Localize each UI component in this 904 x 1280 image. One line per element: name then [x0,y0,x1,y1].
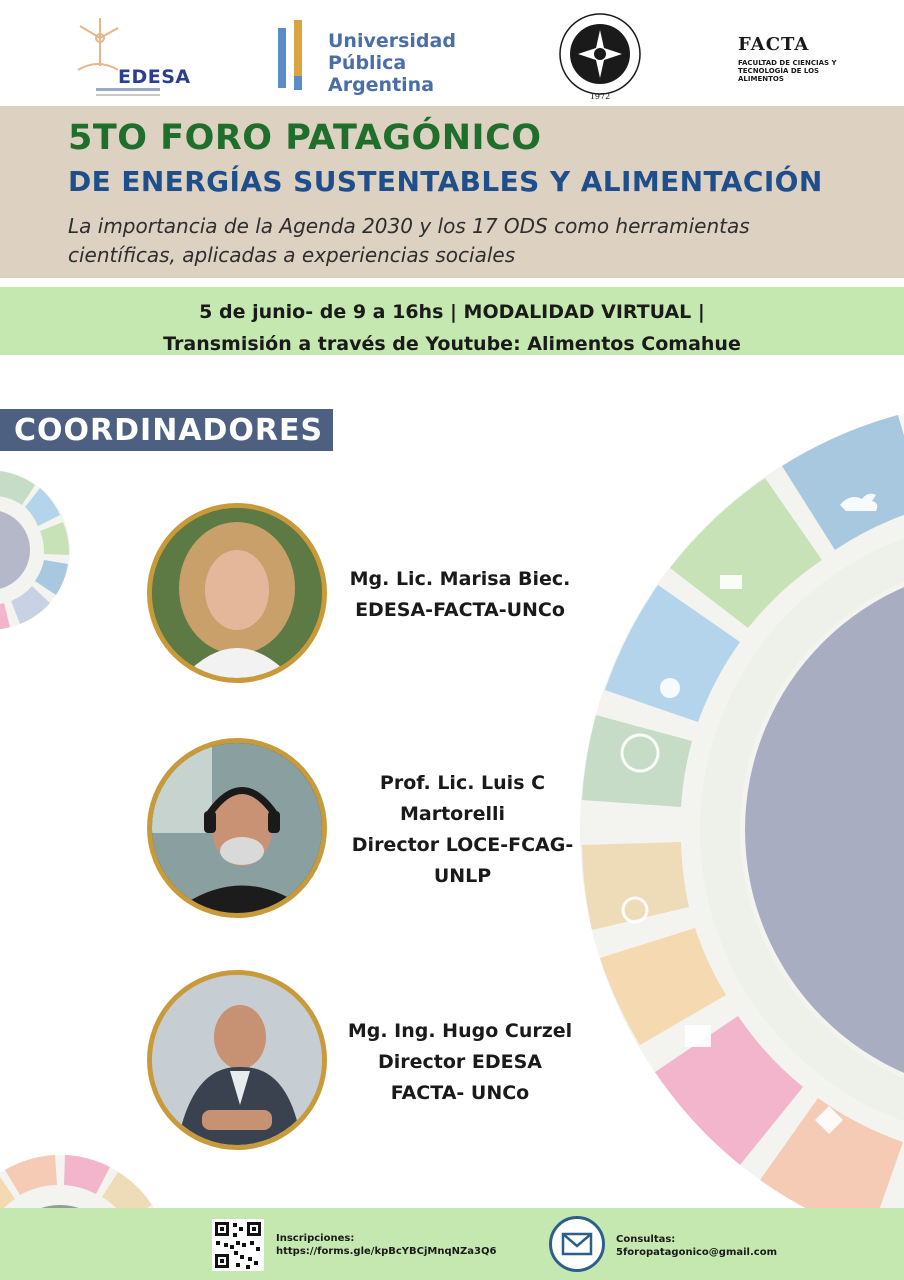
speaker-portrait [152,743,322,913]
speaker-photo [147,970,327,1150]
unc-year: 1972 [589,92,611,100]
speaker-line: Director EDESA [377,1051,543,1073]
speaker-line: EDESA-FACTA-UNCo [355,599,565,621]
upa-logo-line: Universidad [328,30,456,52]
footer-inscripciones [276,1232,496,1258]
speaker-line: UNLP [433,865,492,887]
speaker-info [340,1016,580,1109]
edesa-logo-text: EDESA [118,66,191,88]
event-subtitle-line: La importancia de la Agenda 2030 y los 17 ODS como herramientas [68,214,750,238]
qr-code-icon[interactable] [212,1219,264,1271]
inscripciones-link[interactable]: https://forms.gle/kpBcYBCjMnqNZa3Q6 [276,1246,497,1257]
speaker-info [340,768,585,892]
facta-logo [738,34,868,83]
speaker-line: Martorelli [399,803,506,825]
speaker-portrait [152,508,322,678]
facta-logo-title: FACTA [738,34,810,55]
event-subtitle [68,212,868,270]
event-schedule-line: Transmisión a través de Youtube: Alimentos Comahue [163,333,741,355]
inscripciones-label: Inscripciones: [276,1233,355,1244]
upa-logo-line: Argentina [328,74,435,96]
upa-logo-mark [276,18,316,96]
consultas-label: Consultas: [616,1234,676,1245]
speaker-info [340,564,580,626]
event-schedule-line: 5 de junio- de 9 a 16hs | MODALIDAD VIRTUAL | [199,301,705,323]
speaker-line: FACTA- UNCo [390,1082,530,1104]
consultas-email[interactable]: 5foropatagonico@gmail.com [616,1247,777,1258]
upa-logo-line: Pública [328,52,407,74]
speaker-portrait [152,975,322,1145]
speaker-line: Director LOCE-FCAG- [351,834,574,856]
upa-logo-text [328,30,456,96]
event-title-line2: DE ENERGÍAS SUSTENTABLES Y ALIMENTACIÓN [68,165,823,198]
section-label: COORDINADORES [14,413,324,448]
sdg-wheel-right [580,400,904,1260]
unc-seal-logo [556,10,644,100]
speaker-photo [147,738,327,918]
envelope-icon [552,1219,602,1269]
speaker-line: Prof. Lic. Luis C [379,772,546,794]
event-schedule [0,296,904,360]
event-title-line1: 5TO FORO PATAGÓNICO [68,118,542,158]
facta-logo-subtitle: FACULTAD DE CIENCIAS Y TECNOLOGÍA DE LOS ALIMENTOS [738,59,837,83]
speaker-photo [147,503,327,683]
mail-icon[interactable] [549,1216,605,1272]
speaker-line: Mg. Ing. Hugo Curzel [347,1020,573,1042]
speaker-line: Mg. Lic. Marisa Biec. [349,568,571,590]
event-subtitle-line: científicas, aplicadas a experiencias sociales [68,243,516,267]
footer-consultas [616,1233,777,1259]
sdg-wheel-left [0,470,70,630]
